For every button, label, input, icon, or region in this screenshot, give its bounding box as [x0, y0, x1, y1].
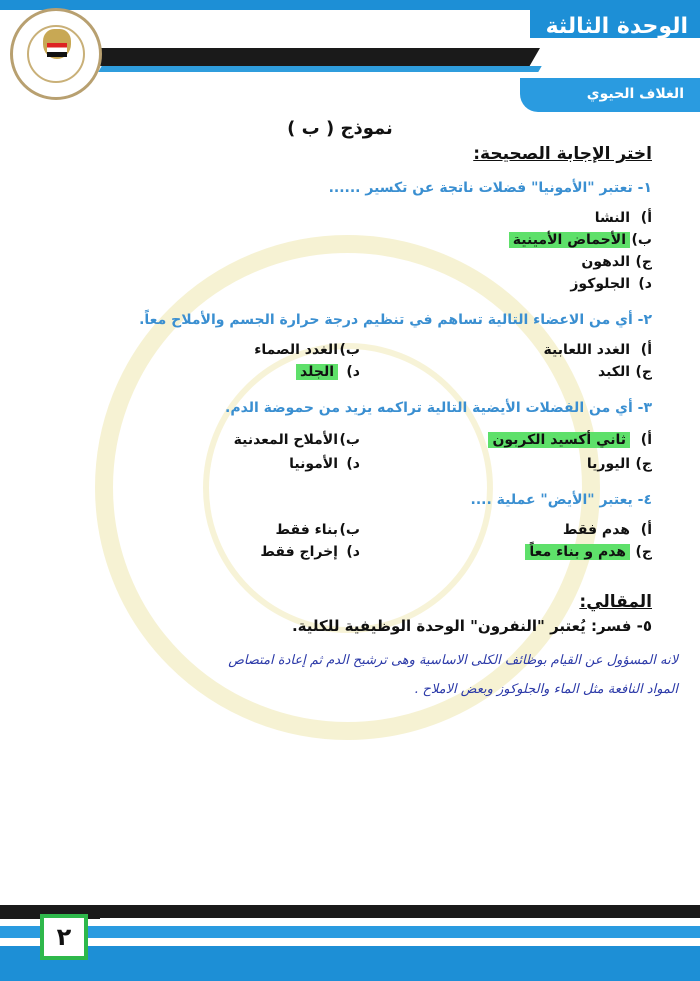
unit-title: الوحدة الثالثة	[545, 14, 688, 39]
footer-blue-stripe	[0, 926, 700, 938]
q4-option-c: ج)هدم و بناء معاً	[525, 544, 652, 560]
handwritten-answer-line-2: المواد النافعة مثل الماء والجلوكوز وبعض الاملاح .	[414, 682, 678, 697]
q4-option-a: أ)هدم فقط	[562, 522, 652, 538]
question-4: ٤- يعتبر "الأيض" عملية ....	[470, 492, 652, 508]
q3-option-c: ج)اليوريا	[586, 456, 652, 472]
essay-question: ٥- فسر: يُعتبر "النفرون" الوحدة الوظيفية للكلية.	[291, 617, 652, 635]
q2-option-c: ج)الكبد	[598, 364, 652, 380]
question-3: ٣- أي من الفضلات الأيضية التالية تراكمه يزيد من حموضة الدم.	[225, 400, 652, 416]
footer-band	[0, 946, 700, 981]
flag-icon	[47, 43, 67, 57]
footer-white-gap	[100, 918, 700, 926]
handwritten-answer-line-1: لانه المسؤول عن القيام بوظائف الكلى الاساسية وهى ترشيح الدم ثم إعادة امتصاص	[228, 653, 678, 668]
q4-option-b: ب)بناء فقط	[275, 522, 360, 538]
question-2: ٢- أي من الاعضاء التالية تساهم في تنظيم درجة حرارة الجسم والأملاح معاً.	[139, 312, 652, 328]
header-blue-stripe	[98, 66, 541, 72]
q1-option-d: د)الجلوكوز	[570, 276, 652, 292]
section-essay-title: المقالي:	[579, 592, 652, 612]
question-1: ١- تعتبر "الأمونيا" فضلات ناتجة عن تكسير ......	[328, 180, 652, 196]
q2-option-b: ب)الغدد الصماء	[254, 342, 360, 358]
q4-option-d: د)إخراج فقط	[260, 544, 360, 560]
q3-option-a: أ)ثاني أكسيد الكربون	[488, 432, 652, 448]
q3-option-d: د)الأمونيا	[289, 456, 360, 472]
q3-option-b: ب)الأملاح المعدنية	[233, 432, 360, 448]
unit-subtitle: الغلاف الحيوي	[586, 86, 684, 102]
model-title: نموذج ( ب )	[287, 118, 393, 139]
q1-option-c: ج)الدهون	[581, 254, 652, 270]
q2-option-d: د)الجلد	[296, 364, 360, 380]
q1-option-a: أ)النشا	[594, 210, 652, 226]
watermark-inner-ring	[203, 343, 493, 633]
page-number: ٢	[40, 914, 88, 960]
section-choose-title: اختر الإجابة الصحيحة:	[473, 144, 652, 164]
q1-option-b: ب)الأحماض الأمينية	[509, 232, 652, 248]
ministry-seal-icon	[10, 8, 102, 100]
q2-option-a: أ)الغدد اللعابية	[543, 342, 652, 358]
footer-dark-stripe	[0, 905, 700, 919]
header-dark-stripe	[50, 48, 540, 66]
